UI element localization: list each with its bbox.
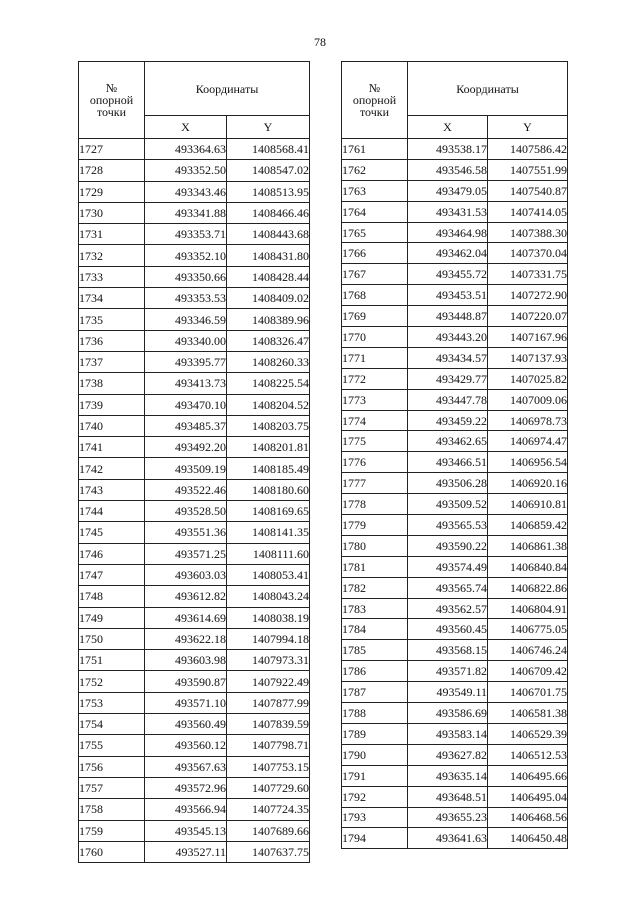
y-coordinate-cell: 1406529.39 [488, 723, 568, 744]
point-number-cell: 1789 [342, 723, 408, 744]
table-row [342, 410, 568, 431]
y-coordinate-cell: 1407637.75 [227, 841, 310, 862]
table-row [342, 744, 568, 765]
table-row [342, 535, 568, 556]
x-coordinate-cell: 493590.87 [145, 671, 227, 692]
point-number-cell: 1758 [79, 799, 145, 820]
table-row [342, 431, 568, 452]
x-coordinate-cell: 493612.82 [145, 586, 227, 607]
y-coordinate-cell: 1406746.24 [488, 640, 568, 661]
y-coordinate-cell: 1407798.71 [227, 735, 310, 756]
table-row [79, 351, 310, 372]
point-header-line1: № [368, 81, 381, 95]
table-row [79, 841, 310, 862]
table-row [79, 820, 310, 841]
y-coordinate-cell: 1407994.18 [227, 628, 310, 649]
y-coordinate-cell: 1408513.95 [227, 181, 310, 202]
x-coordinate-cell: 493453.51 [408, 285, 488, 306]
y-coordinate-cell: 1408201.81 [227, 437, 310, 458]
table-row [342, 556, 568, 577]
table-row [79, 756, 310, 777]
left-table-body [79, 139, 310, 863]
y-coordinate-cell: 1408568.41 [227, 139, 310, 160]
point-number-cell: 1757 [79, 777, 145, 798]
y-coordinate-cell: 1406581.38 [488, 703, 568, 724]
x-coordinate-cell: 493352.50 [145, 160, 227, 181]
point-number-cell: 1751 [79, 650, 145, 671]
table-row [79, 224, 310, 245]
y-coordinate-cell: 1406822.86 [488, 577, 568, 598]
y-coordinate-cell: 1407753.15 [227, 756, 310, 777]
x-coordinate-cell: 493364.63 [145, 139, 227, 160]
table-row [79, 586, 310, 607]
point-number-cell: 1793 [342, 807, 408, 828]
y-coordinate-cell: 1408389.96 [227, 309, 310, 330]
y-coordinate-cell: 1407331.75 [488, 264, 568, 285]
point-number-cell: 1771 [342, 347, 408, 368]
x-coordinate-cell: 493565.53 [408, 515, 488, 536]
point-number-cell: 1762 [342, 159, 408, 180]
y-coordinate-cell: 1408169.65 [227, 501, 310, 522]
point-number-cell: 1761 [342, 139, 408, 160]
point-number-cell: 1787 [342, 682, 408, 703]
point-number-header [79, 62, 145, 139]
y-coordinate-cell: 1408204.52 [227, 394, 310, 415]
y-coordinate-cell: 1407009.06 [488, 389, 568, 410]
x-coordinate-cell: 493413.73 [145, 373, 227, 394]
point-number-cell: 1763 [342, 180, 408, 201]
point-number-cell: 1773 [342, 389, 408, 410]
point-number-cell: 1764 [342, 201, 408, 222]
point-header-line2: опорной [89, 93, 134, 107]
point-number-cell: 1794 [342, 828, 408, 849]
table-row [342, 327, 568, 348]
y-coordinate-cell: 1408428.44 [227, 266, 310, 287]
x-coordinate-cell: 493528.50 [145, 501, 227, 522]
x-coordinate-cell: 493431.53 [408, 201, 488, 222]
y-coordinate-cell: 1406910.81 [488, 494, 568, 515]
x-coordinate-cell: 493571.82 [408, 661, 488, 682]
y-coordinate-cell: 1406701.75 [488, 682, 568, 703]
point-number-cell: 1769 [342, 306, 408, 327]
table-row [79, 714, 310, 735]
y-coordinate-cell: 1406450.48 [488, 828, 568, 849]
point-number-cell: 1765 [342, 222, 408, 243]
table-row [79, 394, 310, 415]
x-coordinate-cell: 493455.72 [408, 264, 488, 285]
point-number-cell: 1788 [342, 703, 408, 724]
y-coordinate-cell: 1406840.84 [488, 556, 568, 577]
y-coordinate-cell: 1408053.41 [227, 564, 310, 585]
point-number-cell: 1778 [342, 494, 408, 515]
point-number-cell: 1732 [79, 245, 145, 266]
y-coordinate-cell: 1407167.96 [488, 327, 568, 348]
table-row [342, 640, 568, 661]
point-number-cell: 1792 [342, 786, 408, 807]
y-coordinate-cell: 1406495.66 [488, 765, 568, 786]
y-coordinate-cell: 1407137.93 [488, 347, 568, 368]
table-row [342, 807, 568, 828]
point-header-line3: точки [359, 105, 390, 119]
x-coordinate-cell: 493434.57 [408, 347, 488, 368]
x-coordinate-cell: 493509.19 [145, 458, 227, 479]
x-coordinate-cell: 493462.65 [408, 431, 488, 452]
point-number-cell: 1780 [342, 535, 408, 556]
x-coordinate-cell: 493545.13 [145, 820, 227, 841]
point-number-cell: 1730 [79, 202, 145, 223]
y-coordinate-cell: 1406974.47 [488, 431, 568, 452]
table-row [79, 139, 310, 160]
point-number-cell: 1742 [79, 458, 145, 479]
x-coordinate-cell: 493395.77 [145, 351, 227, 372]
point-number-cell: 1750 [79, 628, 145, 649]
table-row [79, 671, 310, 692]
coordinates-table-left [78, 61, 310, 863]
point-number-cell: 1746 [79, 543, 145, 564]
x-coordinate-cell: 493571.10 [145, 692, 227, 713]
coordinates-header: Координаты [408, 62, 568, 116]
table-row [342, 285, 568, 306]
table-row [342, 389, 568, 410]
y-coordinate-cell: 1407877.99 [227, 692, 310, 713]
y-coordinate-cell: 1408141.35 [227, 522, 310, 543]
table-row [342, 598, 568, 619]
table-row [79, 181, 310, 202]
right-table-body [342, 139, 568, 849]
x-coordinate-cell: 493583.14 [408, 723, 488, 744]
table-row [79, 160, 310, 181]
table-row [342, 180, 568, 201]
x-coordinate-cell: 493572.96 [145, 777, 227, 798]
x-coordinate-cell: 493447.78 [408, 389, 488, 410]
point-number-cell: 1729 [79, 181, 145, 202]
table-row [79, 479, 310, 500]
y-coordinate-cell: 1408185.49 [227, 458, 310, 479]
x-coordinate-cell: 493641.63 [408, 828, 488, 849]
table-row [342, 765, 568, 786]
x-coordinate-cell: 493566.94 [145, 799, 227, 820]
x-coordinate-cell: 493448.87 [408, 306, 488, 327]
y-coordinate-cell: 1408466.46 [227, 202, 310, 223]
point-number-cell: 1775 [342, 431, 408, 452]
x-coordinate-cell: 493343.46 [145, 181, 227, 202]
x-coordinate-cell: 493459.22 [408, 410, 488, 431]
x-coordinate-cell: 493470.10 [145, 394, 227, 415]
table-row [342, 473, 568, 494]
table-row [342, 682, 568, 703]
table-row [79, 202, 310, 223]
table-row [79, 266, 310, 287]
y-coordinate-cell: 1408326.47 [227, 330, 310, 351]
table-row [342, 201, 568, 222]
point-number-cell: 1753 [79, 692, 145, 713]
table-row [79, 330, 310, 351]
y-coordinate-cell: 1407540.87 [488, 180, 568, 201]
table-row [79, 245, 310, 266]
y-header: Y [488, 116, 568, 139]
y-coordinate-cell: 1406956.54 [488, 452, 568, 473]
y-coordinate-cell: 1408431.80 [227, 245, 310, 266]
x-coordinate-cell: 493506.28 [408, 473, 488, 494]
point-number-cell: 1770 [342, 327, 408, 348]
x-coordinate-cell: 493614.69 [145, 607, 227, 628]
x-coordinate-cell: 493353.71 [145, 224, 227, 245]
point-number-cell: 1791 [342, 765, 408, 786]
y-coordinate-cell: 1408443.68 [227, 224, 310, 245]
point-number-cell: 1752 [79, 671, 145, 692]
point-number-cell: 1776 [342, 452, 408, 473]
y-coordinate-cell: 1407414.05 [488, 201, 568, 222]
x-coordinate-cell: 493571.25 [145, 543, 227, 564]
x-coordinate-cell: 493464.98 [408, 222, 488, 243]
table-row [79, 777, 310, 798]
y-coordinate-cell: 1407370.04 [488, 243, 568, 264]
coordinates-table-right [341, 61, 568, 849]
y-coordinate-cell: 1407689.66 [227, 820, 310, 841]
x-coordinate-cell: 493560.12 [145, 735, 227, 756]
x-coordinate-cell: 493353.53 [145, 288, 227, 309]
x-coordinate-cell: 493622.18 [145, 628, 227, 649]
point-number-header [342, 62, 408, 139]
table-row [79, 564, 310, 585]
point-number-cell: 1754 [79, 714, 145, 735]
point-number-cell: 1768 [342, 285, 408, 306]
table-row [342, 159, 568, 180]
table-row [79, 522, 310, 543]
x-coordinate-cell: 493551.36 [145, 522, 227, 543]
point-number-cell: 1737 [79, 351, 145, 372]
point-number-cell: 1779 [342, 515, 408, 536]
point-number-cell: 1784 [342, 619, 408, 640]
point-number-cell: 1767 [342, 264, 408, 285]
x-coordinate-cell: 493546.58 [408, 159, 488, 180]
y-coordinate-cell: 1406709.42 [488, 661, 568, 682]
table-row [79, 458, 310, 479]
table-row [79, 501, 310, 522]
table-row [342, 243, 568, 264]
table-row [79, 799, 310, 820]
table-row [79, 373, 310, 394]
point-number-cell: 1727 [79, 139, 145, 160]
table-row [342, 577, 568, 598]
y-coordinate-cell: 1408409.02 [227, 288, 310, 309]
table-row [79, 628, 310, 649]
x-coordinate-cell: 493562.57 [408, 598, 488, 619]
y-coordinate-cell: 1406859.42 [488, 515, 568, 536]
x-coordinate-cell: 493492.20 [145, 437, 227, 458]
point-number-cell: 1740 [79, 415, 145, 436]
point-number-cell: 1735 [79, 309, 145, 330]
table-row [342, 619, 568, 640]
y-coordinate-cell: 1406512.53 [488, 744, 568, 765]
x-coordinate-cell: 493350.66 [145, 266, 227, 287]
table-row [342, 306, 568, 327]
y-coordinate-cell: 1407220.07 [488, 306, 568, 327]
point-number-cell: 1759 [79, 820, 145, 841]
point-number-cell: 1755 [79, 735, 145, 756]
y-coordinate-cell: 1406861.38 [488, 535, 568, 556]
table-row [342, 347, 568, 368]
table-row [342, 828, 568, 849]
point-number-cell: 1743 [79, 479, 145, 500]
table-row [342, 368, 568, 389]
point-number-cell: 1772 [342, 368, 408, 389]
point-number-cell: 1747 [79, 564, 145, 585]
coordinates-header: Координаты [145, 62, 310, 116]
point-number-cell: 1748 [79, 586, 145, 607]
y-coordinate-cell: 1408260.33 [227, 351, 310, 372]
x-coordinate-cell: 493567.63 [145, 756, 227, 777]
table-row [79, 607, 310, 628]
point-number-cell: 1738 [79, 373, 145, 394]
table-row [79, 415, 310, 436]
x-coordinate-cell: 493485.37 [145, 415, 227, 436]
point-number-cell: 1783 [342, 598, 408, 619]
point-number-cell: 1734 [79, 288, 145, 309]
x-coordinate-cell: 493586.69 [408, 703, 488, 724]
x-coordinate-cell: 493603.03 [145, 564, 227, 585]
point-number-cell: 1790 [342, 744, 408, 765]
y-coordinate-cell: 1408225.54 [227, 373, 310, 394]
point-number-cell: 1756 [79, 756, 145, 777]
x-coordinate-cell: 493462.04 [408, 243, 488, 264]
table-row [342, 139, 568, 160]
point-number-cell: 1786 [342, 661, 408, 682]
point-number-cell: 1744 [79, 501, 145, 522]
point-number-cell: 1739 [79, 394, 145, 415]
point-number-cell: 1733 [79, 266, 145, 287]
point-number-cell: 1774 [342, 410, 408, 431]
y-coordinate-cell: 1407586.42 [488, 139, 568, 160]
x-coordinate-cell: 493466.51 [408, 452, 488, 473]
y-coordinate-cell: 1406978.73 [488, 410, 568, 431]
x-coordinate-cell: 493443.20 [408, 327, 488, 348]
y-coordinate-cell: 1407729.60 [227, 777, 310, 798]
x-coordinate-cell: 493538.17 [408, 139, 488, 160]
y-coordinate-cell: 1407551.99 [488, 159, 568, 180]
point-header-line1: № [105, 81, 118, 95]
y-coordinate-cell: 1407025.82 [488, 368, 568, 389]
table-row [79, 437, 310, 458]
x-coordinate-cell: 493560.45 [408, 619, 488, 640]
y-coordinate-cell: 1408111.60 [227, 543, 310, 564]
x-coordinate-cell: 493648.51 [408, 786, 488, 807]
point-number-cell: 1766 [342, 243, 408, 264]
point-number-cell: 1749 [79, 607, 145, 628]
x-coordinate-cell: 493568.15 [408, 640, 488, 661]
point-number-cell: 1741 [79, 437, 145, 458]
y-coordinate-cell: 1408547.02 [227, 160, 310, 181]
x-coordinate-cell: 493627.82 [408, 744, 488, 765]
y-coordinate-cell: 1407922.49 [227, 671, 310, 692]
table-row [79, 692, 310, 713]
x-header: X [145, 116, 227, 139]
table-row [342, 494, 568, 515]
y-coordinate-cell: 1407388.30 [488, 222, 568, 243]
y-coordinate-cell: 1406468.56 [488, 807, 568, 828]
table-row [342, 264, 568, 285]
table-row [342, 786, 568, 807]
x-coordinate-cell: 493565.74 [408, 577, 488, 598]
table-row [342, 723, 568, 744]
table-row [342, 703, 568, 724]
point-number-cell: 1760 [79, 841, 145, 862]
y-coordinate-cell: 1408043.24 [227, 586, 310, 607]
point-number-cell: 1731 [79, 224, 145, 245]
table-row [79, 543, 310, 564]
x-coordinate-cell: 493527.11 [145, 841, 227, 862]
x-coordinate-cell: 493603.98 [145, 650, 227, 671]
x-coordinate-cell: 493479.05 [408, 180, 488, 201]
point-header-line2: опорной [352, 93, 397, 107]
y-coordinate-cell: 1408038.19 [227, 607, 310, 628]
x-coordinate-cell: 493522.46 [145, 479, 227, 500]
y-coordinate-cell: 1406920.16 [488, 473, 568, 494]
x-coordinate-cell: 493560.49 [145, 714, 227, 735]
table-row [342, 515, 568, 536]
x-coordinate-cell: 493341.88 [145, 202, 227, 223]
point-number-cell: 1736 [79, 330, 145, 351]
point-number-cell: 1782 [342, 577, 408, 598]
y-coordinate-cell: 1406775.05 [488, 619, 568, 640]
y-coordinate-cell: 1407973.31 [227, 650, 310, 671]
page-number: 78 [314, 35, 326, 49]
y-coordinate-cell: 1407839.59 [227, 714, 310, 735]
x-coordinate-cell: 493429.77 [408, 368, 488, 389]
x-header: X [408, 116, 488, 139]
x-coordinate-cell: 493509.52 [408, 494, 488, 515]
y-header: Y [227, 116, 310, 139]
point-header-line3: точки [96, 105, 127, 119]
y-coordinate-cell: 1408203.75 [227, 415, 310, 436]
x-coordinate-cell: 493340.00 [145, 330, 227, 351]
x-coordinate-cell: 493655.23 [408, 807, 488, 828]
point-number-cell: 1777 [342, 473, 408, 494]
x-coordinate-cell: 493352.10 [145, 245, 227, 266]
table-row [342, 661, 568, 682]
y-coordinate-cell: 1408180.60 [227, 479, 310, 500]
point-number-cell: 1728 [79, 160, 145, 181]
x-coordinate-cell: 493590.22 [408, 535, 488, 556]
x-coordinate-cell: 493346.59 [145, 309, 227, 330]
x-coordinate-cell: 493549.11 [408, 682, 488, 703]
y-coordinate-cell: 1407272.90 [488, 285, 568, 306]
table-row [79, 309, 310, 330]
y-coordinate-cell: 1406804.91 [488, 598, 568, 619]
y-coordinate-cell: 1407724.35 [227, 799, 310, 820]
table-row [79, 288, 310, 309]
y-coordinate-cell: 1406495.04 [488, 786, 568, 807]
point-number-cell: 1781 [342, 556, 408, 577]
table-row [342, 452, 568, 473]
table-row [342, 222, 568, 243]
point-number-cell: 1785 [342, 640, 408, 661]
point-number-cell: 1745 [79, 522, 145, 543]
table-row [79, 650, 310, 671]
table-row [79, 735, 310, 756]
x-coordinate-cell: 493574.49 [408, 556, 488, 577]
x-coordinate-cell: 493635.14 [408, 765, 488, 786]
